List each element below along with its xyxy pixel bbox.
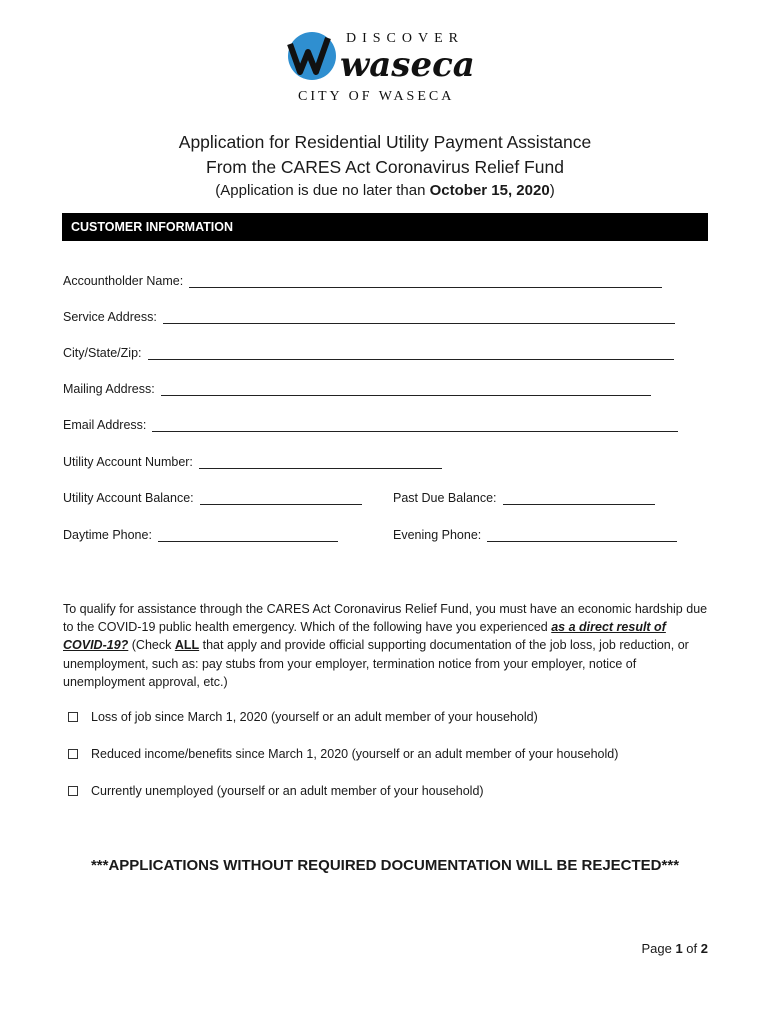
utility-account-balance-field[interactable]: Utility Account Balance: xyxy=(63,491,362,505)
evening-phone-field[interactable]: Evening Phone: xyxy=(393,528,677,542)
email-address-field[interactable]: Email Address: xyxy=(63,418,678,432)
logo-sub-text: CITY OF WASECA xyxy=(298,89,455,104)
checkbox[interactable] xyxy=(68,712,78,722)
service-address-field[interactable]: Service Address: xyxy=(63,310,675,324)
mailing-address-field[interactable]: Mailing Address: xyxy=(63,382,651,396)
rejection-warning: ***APPLICATIONS WITHOUT REQUIRED DOCUMENTATION WILL BE REJECTED*** xyxy=(90,857,680,874)
past-due-balance-field[interactable]: Past Due Balance: xyxy=(393,491,655,505)
option-loss-of-job[interactable]: Loss of job since March 1, 2020 (yourself or an adult member of your household) xyxy=(68,710,538,724)
city-state-zip-field[interactable]: City/State/Zip: xyxy=(63,346,674,360)
option-reduced-income[interactable]: Reduced income/benefits since March 1, 2020 (yourself or an adult member of your household) xyxy=(68,747,618,761)
section-header-customer-info: CUSTOMER INFORMATION xyxy=(62,213,708,241)
due-date-note: (Application is due no later than October 15, 2020) xyxy=(215,182,555,199)
logo-top-text: DISCOVER xyxy=(346,31,465,46)
form-title-line1: Application for Residential Utility Payment Assistance xyxy=(178,132,592,152)
form-title-line2: From the CARES Act Coronavirus Relief Fund xyxy=(206,157,564,177)
city-logo xyxy=(284,22,494,106)
option-currently-unemployed[interactable]: Currently unemployed (yourself or an adult member of your household) xyxy=(68,784,484,798)
utility-account-number-field[interactable]: Utility Account Number: xyxy=(63,455,442,469)
eligibility-paragraph: To qualify for assistance through the CARES Act Coronavirus Relief Fund, you must have an economic hardship due to the COVID-19 public health emergency. Which of the following have you experienced as a direct result of COVID-19? (Check ALL that apply and provide official supporting documentation of the job loss, job reduction, or unemployment, such as: pay stubs from your employer, termination notice from your employer, notice of unemployment approval, etc.) xyxy=(63,602,708,689)
daytime-phone-field[interactable]: Daytime Phone: xyxy=(63,528,338,542)
checkbox[interactable] xyxy=(68,749,78,759)
logo-main-text: waseca xyxy=(340,45,475,85)
accountholder-name-field[interactable]: Accountholder Name: xyxy=(63,274,662,288)
emphasis-text: as a direct result of COVID-19? xyxy=(63,620,666,653)
checkbox[interactable] xyxy=(68,786,78,796)
due-date: October 15, 2020 xyxy=(429,182,550,199)
page-number: Page 1 of 2 xyxy=(641,941,708,956)
